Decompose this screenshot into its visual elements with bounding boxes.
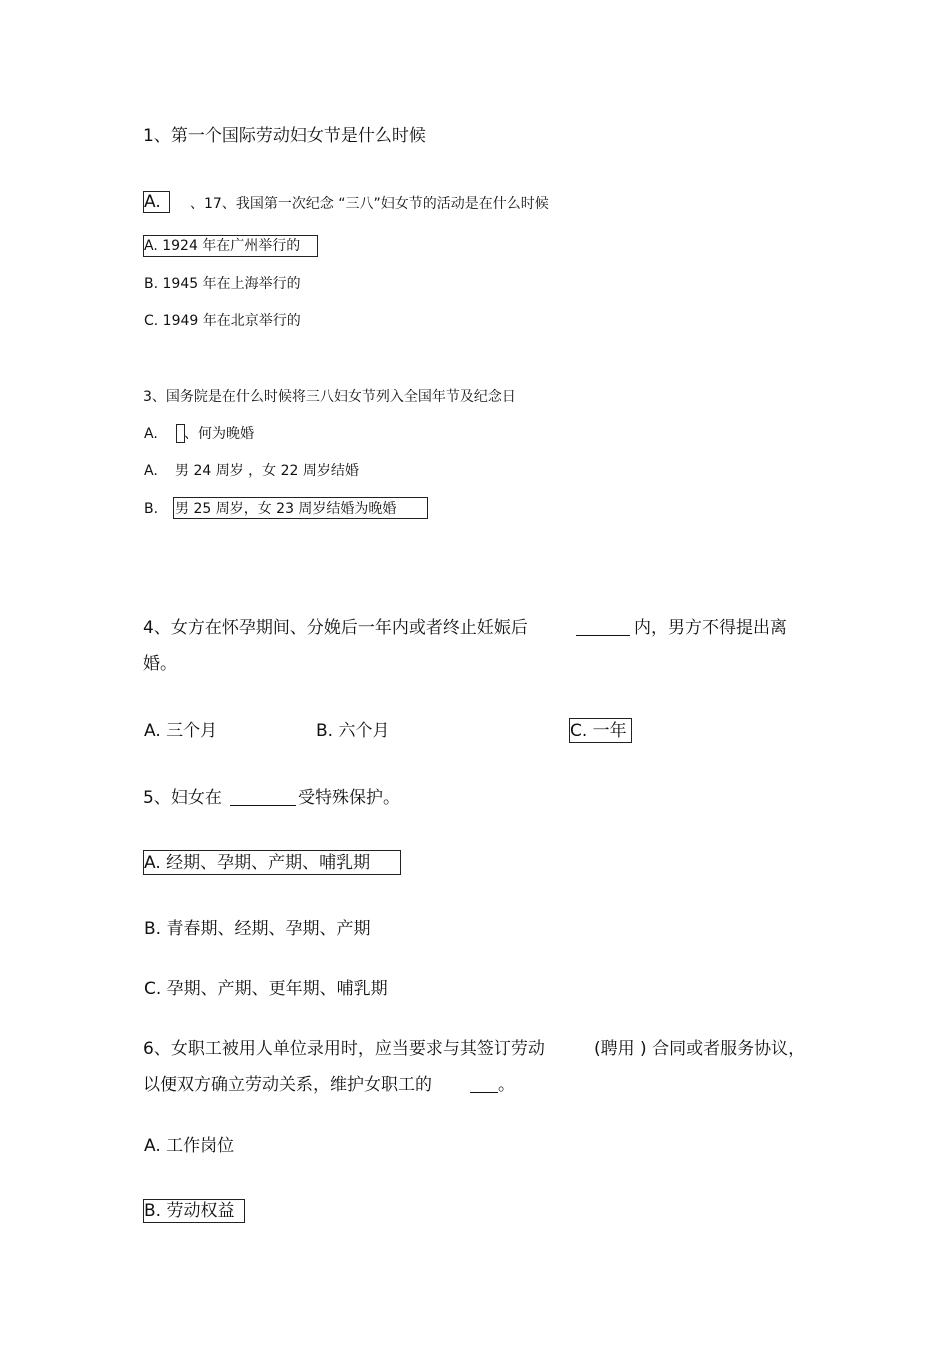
question-4-line-2: 婚。 bbox=[143, 654, 177, 674]
q4-option-c: C. 一年 bbox=[570, 721, 627, 741]
question-5-prefix: 5、妇女在 bbox=[143, 788, 222, 808]
question-1: 1、第一个国际劳动妇女节是什么时候 bbox=[143, 126, 426, 146]
late-marriage-option-a: 男 24 周岁 ，女 22 周岁结婚 bbox=[175, 463, 359, 479]
late-marriage-option-b: 男 25 周岁，女 23 周岁结婚为晚婚 bbox=[175, 501, 397, 517]
late-marriage-option-a-prefix: A. bbox=[144, 463, 158, 479]
question-4-line-1b: 内，男方不得提出离 bbox=[634, 618, 787, 638]
q5-option-b: B. 青春期、经期、孕期、产期 bbox=[144, 919, 371, 939]
question-6-line-2a: 以便双方确立劳动关系，维护女职工的 bbox=[143, 1075, 432, 1095]
question-5-suffix: 受特殊保护。 bbox=[298, 788, 400, 808]
q17-option-c: C. 1949 年在北京举行的 bbox=[144, 313, 301, 329]
q17-option-b: B. 1945 年在上海举行的 bbox=[144, 276, 301, 292]
question-6-line-1a: 6、女职工被用人单位录用时，应当要求与其签订劳动 bbox=[143, 1039, 545, 1059]
q6-option-b: B. 劳动权益 bbox=[144, 1201, 235, 1221]
question-4-line-1a: 4、女方在怀孕期间、分娩后一年内或者终止妊娠后 bbox=[143, 618, 528, 638]
q5-option-a: A. 经期、孕期、产期、哺乳期 bbox=[144, 853, 371, 873]
q5-option-c: C. 孕期、产期、更年期、哺乳期 bbox=[144, 979, 388, 999]
q6-blank bbox=[470, 1078, 498, 1093]
q4-blank bbox=[576, 621, 630, 636]
question-17: 、17、我国第一次纪念 “三八”妇女节的活动是在什么时候 bbox=[190, 196, 549, 212]
late-marriage-option-b-prefix: B. bbox=[144, 501, 159, 517]
q4-option-a: A. 三个月 bbox=[144, 721, 218, 741]
question-3: 3、国务院是在什么时候将三八妇女节列入全国年节及纪念日 bbox=[143, 389, 516, 405]
q4-option-b: B. 六个月 bbox=[316, 721, 390, 741]
question-6-line-2b: 。 bbox=[498, 1075, 515, 1095]
q6-option-a: A. 工作岗位 bbox=[144, 1136, 235, 1156]
q3-option-a-prefix: A. bbox=[144, 426, 158, 442]
q17-option-a: A. 1924 年在广州举行的 bbox=[144, 238, 301, 254]
question-6-line-1b: (聘用 ) 合同或者服务协议， bbox=[594, 1039, 806, 1059]
q5-blank bbox=[230, 791, 296, 806]
q1-option-a: A. bbox=[144, 192, 161, 212]
late-marriage-question: 、何为晚婚 bbox=[184, 426, 254, 442]
